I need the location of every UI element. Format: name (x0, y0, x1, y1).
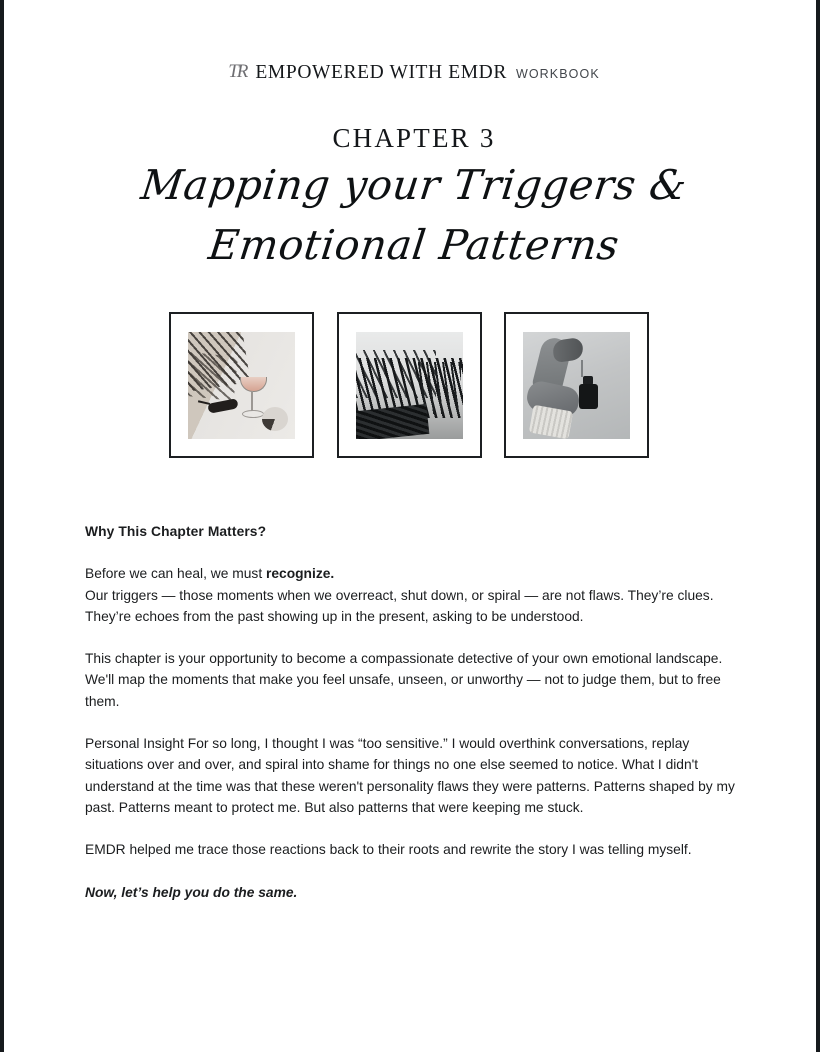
chapter-title-line-2: Emotional Patterns (206, 221, 622, 269)
spacer (85, 542, 737, 563)
sunglasses-icon (207, 398, 238, 414)
paragraph-2: This chapter is your opportunity to become a compassionate detective of your own emotional landscape. We'll map the moments that make you feel unsafe, unseen, or unworthy — not to judge them, but to free them. (85, 651, 723, 709)
spacer (85, 861, 737, 882)
chapter-title-line-1: Mapping your Triggers & (138, 161, 690, 209)
intro-lead-paragraph (85, 563, 737, 584)
photo-hands-image (523, 332, 630, 439)
plate-icon (262, 407, 288, 431)
photo-gallery (169, 312, 649, 458)
paragraph-4: EMDR helped me trace those reactions back to their roots and rewrite the story I was telling myself. (85, 842, 692, 858)
photo-cocktail-image (188, 332, 295, 439)
intro-lead-text: Before we can heal, we must (85, 566, 266, 582)
chapter-body (85, 521, 737, 903)
spacer (85, 627, 737, 648)
intro-lead-emphasis: recognize. (265, 566, 335, 582)
closing-line: Now, let’s help you do the same. (85, 884, 298, 900)
section-heading: Why This Chapter Matters? (85, 524, 267, 539)
photo-frame-2 (337, 312, 482, 458)
photo-palm-fronds-image (356, 332, 463, 439)
dropper-bottle-icon (579, 384, 598, 409)
cocktail-glass-icon (240, 377, 267, 392)
masthead (4, 62, 820, 84)
spacer (85, 712, 737, 733)
photo-frame-1 (169, 312, 314, 458)
dropper-drip-icon (581, 360, 583, 377)
intro-body-paragraph: Our triggers — those moments when we overreact, shut down, or spiral — are not flaws. They’re clues. They’re echoes from the past showing up in the present, asking to be understood. (85, 587, 714, 624)
brand-subtitle: WORKBOOK (515, 67, 600, 81)
photo-frame-3 (504, 312, 649, 458)
brand-monogram-icon: TR (228, 61, 247, 82)
paragraph-3: Personal Insight For so long, I thought I was “too sensitive.” I would overthink conversations, replay situations over and over, and spiral into shame for things no one else seemed to notice. What I didn't understand at the time was that these weren't personality flaws they were patterns. Patterns shaped by my past. Patterns meant to protect me. But also patterns that were keeping me stuck. (85, 736, 735, 815)
palm-shadow-secondary-icon (188, 351, 238, 401)
spacer (85, 818, 737, 839)
brand-title: EMPOWERED WITH EMDR (255, 62, 507, 83)
chapter-title (4, 155, 820, 275)
glass-foot-icon (242, 410, 264, 418)
chapter-label: CHAPTER 3 (332, 123, 496, 153)
glass-stem-icon (251, 391, 253, 411)
